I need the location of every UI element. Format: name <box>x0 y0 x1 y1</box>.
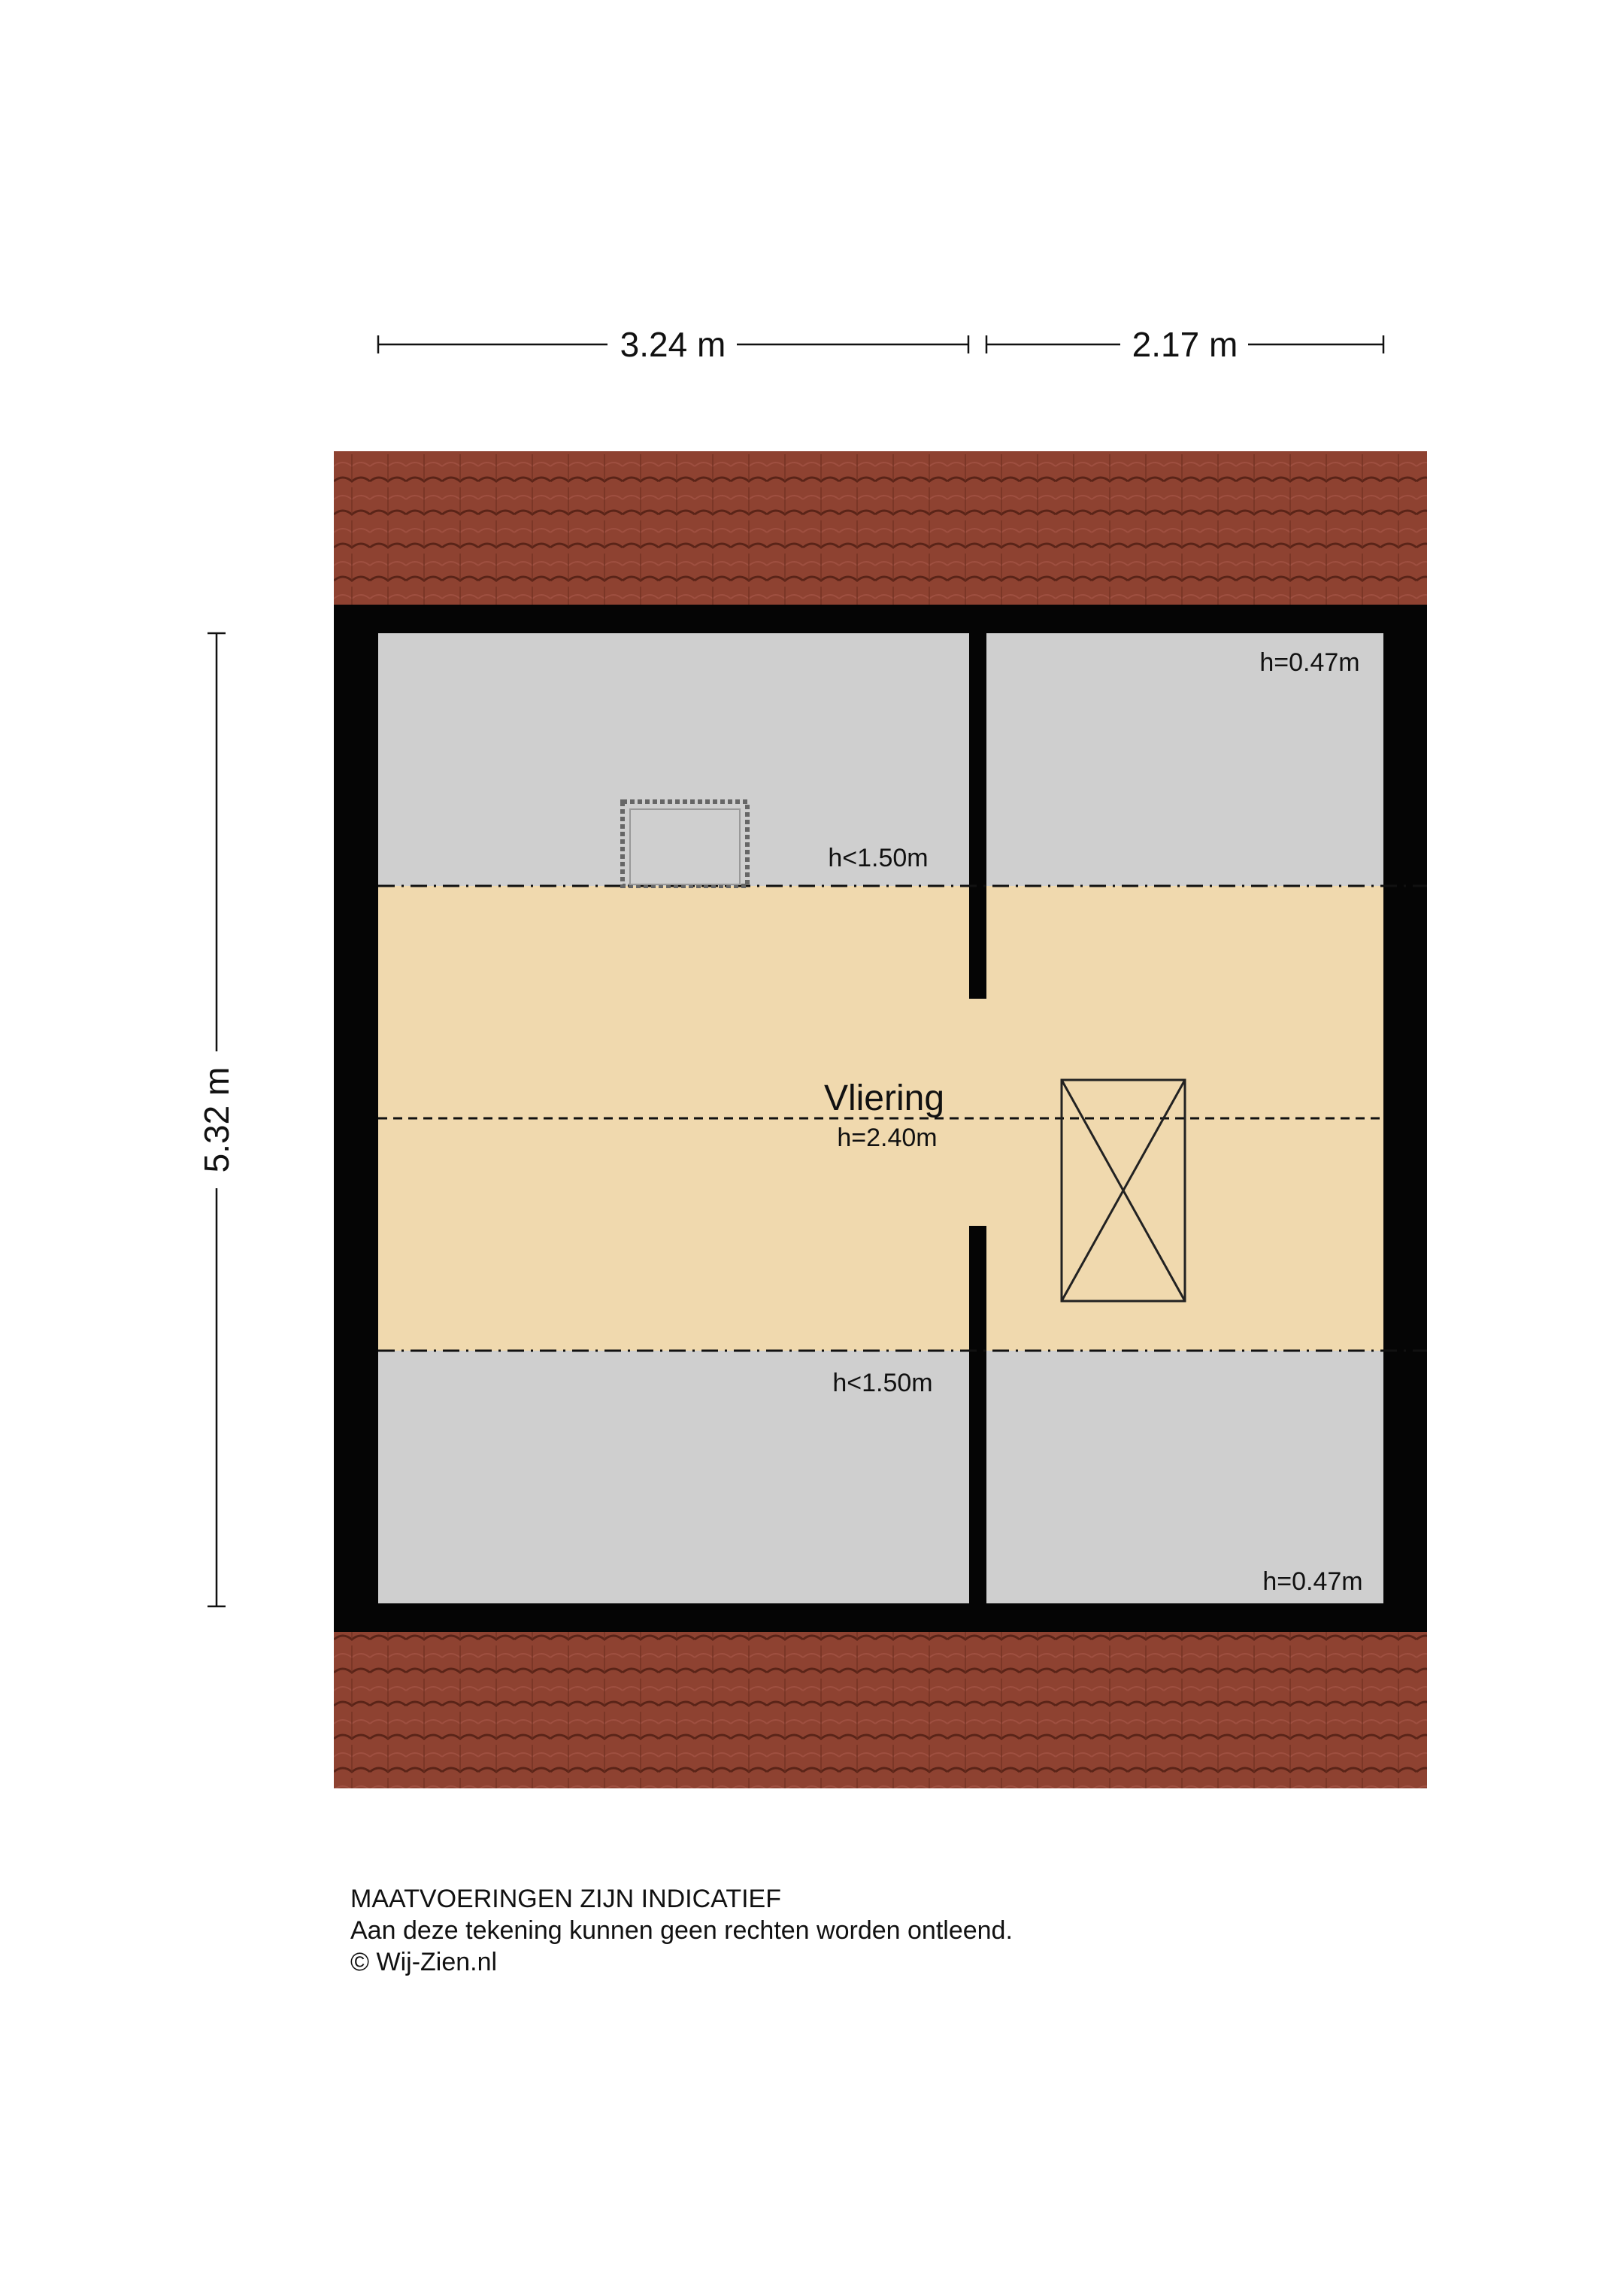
height-label-upper: h<1.50m <box>828 844 929 872</box>
copyright-line: © Wij-Zien.nl <box>350 1948 498 1976</box>
left-dimension-label: 5.32 m <box>197 1066 236 1173</box>
partition-wall-bottom <box>969 1226 986 1605</box>
roof-tiles-bottom <box>334 1632 1427 1788</box>
height-label-lower: h<1.50m <box>832 1369 933 1397</box>
room-name: Vliering <box>823 1078 945 1118</box>
top-dimension-left-label: 3.24 m <box>620 325 726 364</box>
partition-wall-top <box>969 633 986 999</box>
roof-tiles-top <box>334 451 1427 608</box>
top-dimension-right-label: 2.17 m <box>1132 325 1238 364</box>
disclaimer-line-2: Aan deze tekening kunnen geen rechten worden ontleend. <box>350 1916 1013 1945</box>
height-label-bottom-right: h=0.47m <box>1262 1567 1363 1596</box>
height-label-top-right: h=0.47m <box>1259 648 1360 677</box>
height-label-center: h=2.40m <box>837 1124 938 1152</box>
disclaimer-line-1: MAATVOERINGEN ZIJN INDICATIEF <box>350 1885 781 1913</box>
